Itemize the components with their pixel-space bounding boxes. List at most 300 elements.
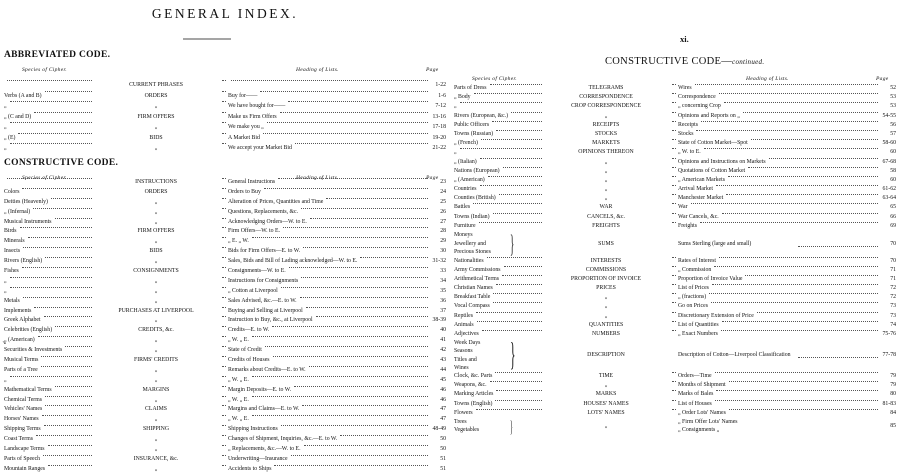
leader-dots [672, 266, 676, 267]
species-cell: „ [4, 103, 7, 109]
title-suffix: continued. [732, 58, 765, 66]
index-row [0, 218, 450, 228]
category-cell: HOUSES' NAMES [583, 400, 629, 407]
leader-dots [7, 80, 92, 81]
leader-dots [280, 112, 428, 113]
species-cell: Coast Terms [4, 436, 33, 443]
species-cell: Parts of a Tree [4, 366, 38, 373]
leader-dots [222, 277, 226, 278]
species-cell: Musical Instruments [4, 218, 52, 225]
heading-cell: „ (fractions) [678, 294, 707, 301]
index-row [450, 139, 900, 148]
leader-dots [482, 330, 542, 331]
species-cell: „ (Italian) [454, 158, 477, 165]
heading-cell: Marks of Bales [678, 391, 714, 398]
right-page [450, 0, 900, 475]
heading-cell: Alteration of Prices, Quantities and Time [228, 198, 324, 205]
page-cell: 42 [440, 347, 446, 354]
leader-dots [41, 366, 92, 367]
heading-cell: Instruction to Buy, &c., at Liverpool [228, 317, 313, 324]
species-cell: Towns (Indian) [454, 213, 490, 220]
leader-dots [10, 101, 92, 102]
index-row [0, 455, 450, 465]
leader-dots [672, 409, 676, 410]
leader-dots [714, 266, 878, 267]
heading-cell: Questions, Replacements, &c. [228, 208, 299, 215]
leader-dots [672, 390, 676, 391]
leader-dots [22, 267, 92, 268]
leader-dots [55, 326, 92, 327]
species-cell: „ Body [454, 94, 471, 101]
leader-dots [281, 425, 428, 426]
heading-cell: „ Firm Offer Lots' Names [678, 418, 738, 425]
species-cell: Rivers (European, &c.) [454, 112, 509, 119]
index-row [0, 405, 450, 415]
leader-dots [222, 356, 226, 357]
index-row [0, 257, 450, 267]
leader-dots [502, 275, 542, 276]
page-cell: 30 [440, 248, 446, 255]
heading-cell: We make you „ [228, 124, 264, 130]
leader-dots [493, 293, 542, 294]
index-row [450, 275, 900, 284]
leader-dots [44, 425, 92, 426]
leader-dots [480, 185, 542, 186]
leader-dots [672, 400, 676, 401]
heading-cell: Sales, Bids and Bill of Lading acknowledged—W. to E. [228, 258, 358, 265]
index-row [450, 312, 900, 321]
category-cell: „ [604, 423, 608, 430]
index-row [450, 176, 900, 185]
leader-dots [222, 445, 226, 446]
index-row [0, 237, 450, 247]
leader-dots [222, 297, 226, 298]
leader-dots [301, 208, 428, 209]
index-row [450, 257, 900, 266]
heading-cell: Arrival Market [678, 186, 713, 193]
title-rule [183, 38, 231, 40]
page-cell: 61-62 [882, 186, 896, 193]
leader-dots [672, 194, 676, 195]
index-row [0, 425, 450, 435]
continued-list [450, 84, 900, 435]
page-cell: 21-22 [432, 145, 446, 151]
leader-dots [272, 326, 428, 327]
category-cell: „ [154, 218, 158, 225]
category-cell: CORRESPONDENCE [579, 94, 633, 101]
leader-dots [503, 167, 542, 168]
species-cell: Towns (Russian) [454, 130, 494, 137]
species-cell: Deities (Heavenly) [4, 198, 48, 205]
leader-dots [302, 405, 428, 406]
leader-dots [672, 203, 676, 204]
category-cell: „ [154, 347, 158, 354]
index-row [0, 336, 450, 346]
leader-dots [222, 405, 226, 406]
leader-dots [672, 130, 676, 131]
category-cell: „ [154, 277, 158, 284]
category-cell: TELEGRAMS [588, 85, 624, 91]
species-cell: „ (Infernal) [4, 208, 31, 215]
index-row [0, 297, 450, 307]
index-row [0, 122, 450, 133]
heading-cell: Buying and Selling at Liverpool [228, 307, 303, 314]
species-cell: Chemical Terms [4, 396, 42, 403]
leader-dots [252, 376, 428, 377]
header-page: Page [426, 67, 439, 73]
category-cell: „ [154, 465, 158, 472]
category-cell: ORDERS [144, 92, 168, 99]
category-cell: WAR [599, 204, 613, 211]
category-cell: PRICES [596, 285, 616, 292]
index-row [450, 293, 900, 302]
index-row [0, 208, 450, 218]
category-cell: „ [604, 176, 608, 183]
index-row [450, 84, 900, 93]
page-cell: 43 [440, 357, 446, 364]
leader-dots [499, 194, 542, 195]
leader-dots [721, 330, 878, 331]
leader-dots [222, 247, 226, 248]
page-cell: 53 [890, 94, 896, 101]
leader-dots [310, 218, 428, 219]
heading-cell: „ Commission [678, 266, 712, 273]
leader-dots [729, 381, 878, 382]
species-cell: Parts of Dress [454, 85, 487, 91]
page-cell: 58-60 [882, 140, 896, 147]
leader-dots [7, 178, 92, 179]
leader-dots [43, 455, 92, 456]
heading-cell: Underwriting—Insurance [228, 455, 288, 462]
index-row [0, 143, 450, 154]
leader-dots [222, 257, 226, 258]
index-group [450, 231, 900, 257]
category-cell: FREIGHTS [592, 222, 620, 229]
leader-dots [222, 80, 226, 81]
page-cell: 51 [440, 465, 446, 472]
header-page: Page [876, 76, 889, 82]
category-cell: MARKETS [592, 140, 620, 147]
category-cell: „ [154, 124, 158, 130]
index-row [450, 213, 900, 222]
heading-cell: War [678, 204, 688, 211]
leader-dots [672, 93, 676, 94]
category-cell: „ [154, 103, 158, 109]
leader-dots [45, 257, 92, 258]
index-row [450, 93, 900, 102]
page-cell: 17-18 [432, 124, 446, 130]
leader-dots [711, 302, 878, 303]
heading-cell: Receipts [678, 121, 698, 128]
leader-dots [476, 409, 542, 410]
leader-dots [48, 465, 92, 466]
heading-cell: Rates of Interest [678, 257, 716, 264]
index-row [0, 465, 450, 475]
category-cell: „ [604, 312, 608, 319]
leader-dots [300, 297, 428, 298]
leader-dots [715, 372, 878, 373]
index-row [0, 101, 450, 112]
leader-dots [672, 167, 676, 168]
leader-dots [481, 139, 542, 140]
leader-dots [722, 321, 878, 322]
leader-dots [265, 346, 428, 347]
leader-dots [260, 91, 428, 92]
index-row [0, 326, 450, 336]
leader-dots [222, 435, 226, 436]
species-cell: Greek Alphabet [4, 317, 41, 324]
category-cell: INSTRUCTIONS [135, 179, 177, 185]
category-cell: TIME [598, 372, 614, 379]
heading-cell: Acknowledging Orders—W. to E. [228, 218, 307, 225]
leader-dots [672, 381, 676, 382]
index-row [450, 321, 900, 330]
leader-dots [496, 284, 542, 285]
leader-dots [301, 277, 428, 278]
leader-dots [492, 121, 542, 122]
index-row [0, 80, 450, 91]
index-row [0, 346, 450, 356]
heading-cell: „ Order Lots' Names [678, 409, 726, 416]
leader-dots [18, 133, 92, 134]
leader-dots [672, 330, 676, 331]
heading-cell: Manchester Market [678, 195, 724, 202]
leader-dots [294, 386, 428, 387]
leader-dots [45, 396, 92, 397]
leader-dots [222, 386, 226, 387]
index-row [0, 415, 450, 425]
leader-dots [44, 316, 92, 317]
category-cell: „ [154, 287, 158, 294]
leader-dots [672, 372, 676, 373]
species-cell: Fishes [4, 268, 19, 275]
species-cell: „ [4, 145, 7, 151]
category-cell: SUMS [598, 240, 614, 247]
leader-dots [267, 122, 428, 123]
page-cell: 27 [440, 218, 446, 225]
page-cell: 24 [440, 188, 446, 195]
heading-cell: Orders to Buy [228, 188, 261, 195]
page-cell: 70 [890, 257, 896, 264]
page-cell: 31-32 [432, 258, 446, 265]
page-cell: 58 [890, 167, 896, 174]
leader-dots [722, 213, 878, 214]
leader-dots [222, 376, 226, 377]
hand-mark: ↘ [2, 341, 7, 346]
header-heading: Heading of Lists. [746, 76, 789, 82]
leader-dots [45, 405, 92, 406]
category-cell: SHIPPING [142, 426, 170, 433]
species-cell: Reptiles [454, 312, 473, 319]
category-cell: „ [604, 195, 608, 202]
leader-dots [672, 84, 676, 85]
leader-dots [42, 415, 92, 416]
leader-dots [10, 143, 92, 144]
species-cell: Insects [4, 248, 21, 255]
species-cell: „ [454, 103, 457, 110]
category-cell: PROPORTION OF INVOICE [570, 275, 642, 282]
species-cell: Christian Names [454, 285, 493, 292]
heading-cell: Bids for Firm Offers—E. to W. [228, 248, 301, 255]
page-cell: 54-55 [882, 112, 896, 119]
page-cell: 67-68 [882, 158, 896, 165]
category-cell: „ [604, 186, 608, 193]
heading-cell: Margin Deposits—E. to W. [228, 386, 292, 393]
index-row [0, 112, 450, 123]
page-cell: 51 [440, 455, 446, 462]
brace: } [510, 416, 513, 436]
abbreviated-list [0, 80, 450, 154]
leader-dots [23, 297, 92, 298]
leader-dots [493, 213, 542, 214]
leader-dots [672, 293, 676, 294]
species-cell: „ [4, 287, 7, 294]
category-cell: „ [154, 238, 158, 245]
heading-cell: Make us Firm Offers [228, 113, 277, 120]
leader-dots [460, 148, 542, 149]
species-cell: Breakfast Table [454, 294, 491, 301]
page-cell: 29 [440, 238, 446, 245]
heading-cell: Freights [678, 222, 698, 229]
page-cell: 73 [890, 312, 896, 319]
leader-dots [252, 336, 428, 337]
index-row [450, 203, 900, 212]
index-row [450, 194, 900, 203]
index-row [0, 316, 450, 326]
category-cell: „ [154, 145, 158, 151]
index-row [450, 284, 900, 293]
leader-dots [496, 130, 542, 131]
category-cell: „ [154, 396, 158, 403]
leader-dots [10, 376, 92, 377]
page-cell: 34 [440, 277, 446, 284]
index-row [0, 227, 450, 237]
heading-cell: A Market Bid [228, 134, 260, 141]
leader-dots [222, 326, 226, 327]
species-cell: Marking Articles [454, 391, 494, 398]
species-cell: Weapons, &c. [454, 382, 487, 389]
page-cell: 35 [440, 287, 446, 294]
heading-cell: Buy for—— [228, 92, 258, 99]
leader-dots [728, 176, 878, 177]
leader-dots [222, 425, 226, 426]
category-cell: STOCKS [594, 130, 618, 137]
page-cell: 47 [440, 416, 446, 423]
species-cell: Adjectives [454, 331, 479, 337]
heading-cell: „ Cotton at Liverpool [228, 287, 278, 294]
category-cell: COMMISSIONS [585, 266, 627, 273]
species-cell: Animals [454, 321, 474, 328]
leader-dots [476, 312, 542, 313]
leader-dots [34, 307, 92, 308]
heading-cell: Credits of Houses [228, 357, 270, 364]
page-cell: 25 [440, 198, 446, 205]
leader-dots [222, 366, 226, 367]
heading-cell: Orders—Time [678, 372, 712, 379]
species-cell: Jewellery and [454, 240, 487, 247]
leader-dots [672, 302, 676, 303]
page-cell: 45 [440, 376, 446, 383]
page-cell: 77-78 [882, 352, 896, 359]
leader-dots [691, 203, 878, 204]
page-cell: 79 [890, 372, 896, 379]
species-cell: Rivers (English) [4, 258, 43, 265]
leader-dots [487, 257, 542, 258]
heading-cell: „ W. „ E. [228, 337, 249, 344]
category-cell: „ [604, 303, 608, 310]
page-cell: 73 [890, 303, 896, 310]
leader-dots [45, 91, 92, 92]
page-cell: 81-83 [882, 400, 896, 407]
leader-dots [672, 321, 676, 322]
category-cell: RECEIPTS [592, 121, 620, 128]
leader-dots [701, 121, 878, 122]
category-cell: CANCELS, &c. [587, 213, 625, 220]
leader-dots [672, 102, 676, 103]
leader-dots [20, 227, 92, 228]
header-species: Species of Cipher. [472, 76, 517, 82]
heading-cell: List of Houses [678, 400, 712, 407]
category-cell: „ [154, 198, 158, 205]
species-cell: Titles and [454, 356, 477, 363]
heading-cell: Margins and Claims—E. to W. [228, 406, 300, 413]
leader-dots [222, 267, 226, 268]
category-cell: „ [154, 208, 158, 215]
heading-cell: State of Credit [228, 347, 262, 354]
heading-cell: Sales Advised, &c.—E. to W. [228, 297, 297, 304]
page-cell: 84 [890, 409, 896, 416]
brace: } [510, 337, 516, 374]
species-cell: Wines [454, 364, 469, 371]
index-row [450, 102, 900, 111]
index-row [450, 302, 900, 311]
heading-cell: „ W. „ E. [228, 376, 249, 383]
heading-cell: Opinions and Instructions on Markets [678, 158, 766, 165]
leader-dots [712, 284, 878, 285]
leader-dots [278, 178, 428, 179]
leader-dots [222, 178, 226, 179]
leader-dots [288, 101, 428, 102]
leader-dots [222, 101, 226, 102]
index-row [450, 130, 900, 139]
category-cell: INTERESTS [590, 257, 622, 264]
category-cell: LOTS' NAMES [587, 409, 625, 416]
species-cell: Shipping Terms [4, 426, 41, 433]
category-cell: „ [154, 258, 158, 265]
species-cell: Parts of Speech [4, 455, 41, 462]
leader-dots [479, 222, 542, 223]
heading-cell: Remarks about Credits—E. to W. [228, 366, 306, 373]
category-cell: „ [604, 158, 608, 165]
constructive-list [0, 175, 450, 475]
species-cell: Implements [4, 307, 32, 314]
leader-dots [672, 139, 676, 140]
species-cell: Celebrities (English) [4, 327, 53, 334]
index-row [450, 266, 900, 275]
heading-cell: Proportion of Invoice Value [678, 275, 743, 282]
leader-dots [222, 346, 226, 347]
index-row [0, 277, 450, 287]
leader-dots [28, 237, 92, 238]
page-cell: 13-16 [432, 113, 446, 120]
leader-dots [55, 218, 92, 219]
index-row [0, 91, 450, 102]
page-cell: 48-49 [432, 426, 446, 433]
leader-dots [222, 465, 226, 466]
species-cell: Battles [454, 204, 471, 211]
page-cell: 50 [440, 446, 446, 453]
heading-cell: State of Cotton Market—Spot [678, 140, 748, 147]
